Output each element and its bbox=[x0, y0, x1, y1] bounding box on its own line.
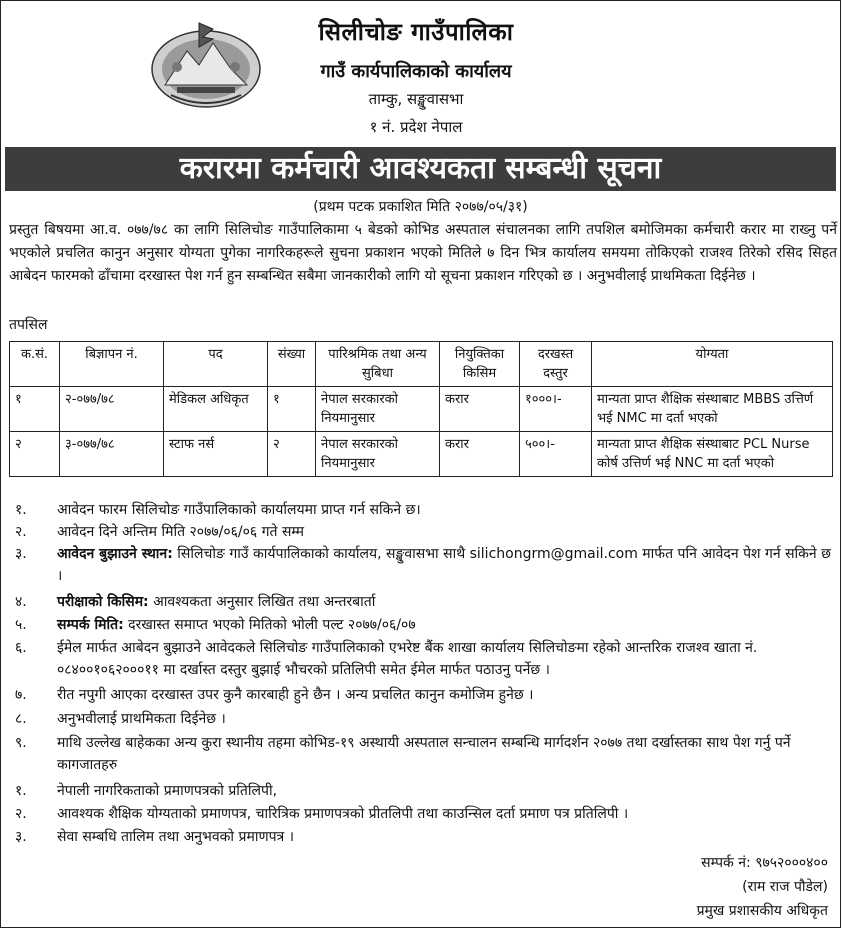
column-header: पारिश्रमिक तथा अन्य सुबिधा bbox=[316, 342, 440, 387]
table-cell: २-०७७/७८ bbox=[60, 387, 164, 432]
table-cell: २ bbox=[268, 432, 316, 477]
column-header: बिज्ञापन नं. bbox=[60, 342, 164, 387]
table-cell: मेडिकल अधिकृत bbox=[164, 387, 268, 432]
table-cell: १ bbox=[10, 387, 60, 432]
table-cell: मान्यता प्राप्त शैक्षिक संस्थाबाट MBBS उत्तिर्ण भई NMC मा दर्ता भएको bbox=[592, 387, 833, 432]
table-cell: १०००।- bbox=[520, 387, 592, 432]
table-cell: २ bbox=[10, 432, 60, 477]
column-header: संख्या bbox=[268, 342, 316, 387]
table-header-row bbox=[10, 342, 833, 387]
notice-page: सिलीचोङ गाउँपालिका गाउँ कार्यपालिकाको कार्यालय ताम्कु, सङ्खुवासभा १ नं. प्रदेश नेपाल करारमा कर्मचारी आवश्यकता सम्बन्धी सूचना (प्रथम पटक प्रकाशित मिति २०७७/०५/३१) प्रस्तुत बिषयमा आ.व. ०७७/७८ का लागि सिलिचोङ गाउँपालिकामा ५ बेडको कोभिड अस्पताल संचालनका लागि तपशिल बमोजिमका कर्मचारी करार मा राख्नु पर्ने भएकोले प्रचलित कानुन अनुसार योग्यता पुगेका नागरिकहरूले सुचना प्रकाशन भएको मितिले ७ दिन भित्र कार्यालय समयमा तोकिएको राजश्व तिरेको रसिद सिहत आबेदन फारमको ढाँचामा दरखास्त पेश गर्न हुन सम्बन्धित सबैमा जानकारीको लागि यो सूचना प्रकाशन गरिएको छ । अनुभवीलाई प्राथमिकता दिईनेछ । तपसिल क.सं. बिज्ञापन नं. पद संख्या पारिश्रमिक तथा अन्य सुबिधा नियुक्तिका किसिम दरखस्त दस्तुर योग्यता १ २-०७७/७८ मेडिकल अधिकृत १ नेपाल सरकारको नियमानुसार करार १०००।- मान्यता प्राप्त शैक्षिक संस्थाबाट MBBS उत्तिर्ण भई NMC मा दर्ता भएको २ ३-०७७/७८ स्टाफ नर्स २ नेपाल सरकारको नियमानुसार करार ५००।- मान्यता प्राप्त शैक्षिक संस्थाबाट PCL Nurse कोर्ष उत्तिर्ण भई NNC मा दर्ता भएको १. आवेदन फारम सिलिचोङ गाउँपालिकाको कार्यालयमा प्राप्त गर्न सकिने छ। २. आवेदन दिने अन्तिम मिति २०७७/०६/०६ गते सम्म ३. आवेदन बुझाउने स्थान: सिलिचोङ गाउँ कार्यपालिकाको कार्यालय, सङ्खुवासभा साथै silichongrm@gmail.com मार्फत पनि आवेदन पेश गर्न सकिने छ । ४. परीक्षाको किसिम: आवश्यकता अनुसार लिखित तथा अन्तरबार्ता ५. सम्पर्क मिति: दरखास्त समाप्त भएको मितिको भोली पल्ट २०७७/०६/०७ ६. ईमेल मार्फत आबेदन बुझाउने आवेदकले सिलिचोङ गाउँपालिकाको एभरेष्ट बैंक शाखा कार्यालय सिलिचोङमा रहेको आन्तरिक राजश्व खाता नं. ०८४००१०६२०००११ मा दर्खास्त दस्तुर बुझाई भौचरको प्रतिलिपी समेत ईमेल मार्फत पठाउनु पर्नेछ । ७. रीत नपुगी आएका दरखास्त उपर कुनै कारबाही हुने छैन । अन्य प्रचलित कानुन कमोजिम हुनेछ । ८. अनुभवीलाई प्राथमिकता दिईनेछ । ९. माथि उल्लेख बाहेकका अन्य कुरा स्थानीय तहमा कोभिड-१९ अस्थायी अस्पताल सन्चालन सम्बन्धि मार्गदर्शन २०७७ तथा दर्खास्तका साथ पेश गर्नु पर्ने कागजातहरु १. नेपाली नागरिकताको प्रमाणपत्रको प्रतिलिपी, २. आवश्यक शैक्षिक योग्यताको प्रमाणपत्र, चारित्रिक प्रमाणपत्रको प्रीतलिपी तथा काउन्सिल दर्ता प्रमाण पत्र प्रतिलिपी । ३. सेवा सम्बधि तालिम तथा अनुभवको प्रमाणपत्र । सम्पर्क नं: ९७५२०००४०० (राम राज पौडेल) प्रमुख प्रशासकीय अधिकृत bbox=[0, 0, 841, 928]
tapsil-label: तपसिल bbox=[9, 317, 48, 333]
published-date-note: (प्रथम पटक प्रकाशित मिति २०७७/०५/३१) bbox=[313, 199, 528, 215]
table-row bbox=[10, 432, 833, 477]
table-cell: करार bbox=[440, 432, 520, 477]
column-header: पद bbox=[164, 342, 268, 387]
table-cell: स्टाफ नर्स bbox=[164, 432, 268, 477]
table-cell: ५००।- bbox=[520, 432, 592, 477]
table-row bbox=[10, 387, 833, 432]
office-address: ताम्कु, सङ्खुवासभा bbox=[368, 90, 464, 108]
column-header: दरखस्त दस्तुर bbox=[520, 342, 592, 387]
contact-number: सम्पर्क नं: ९७५२०००४०० bbox=[701, 855, 828, 871]
intro-paragraph: प्रस्तुत बिषयमा आ.व. ०७७/७८ का लागि सिलिचोङ गाउँपालिकामा ५ बेडको कोभिड अस्पताल संचालनका लागि तपशिल बमोजिमका कर्मचारी करार मा राख्नु पर्ने भएकोले प्रचलित कानुन अनुसार योग्यता पुगेका नागरिकहरूले सुचना प्रकाशन भएको मितिले ७ दिन भित्र कार्यालय समयमा तोकिएको राजश्व तिरेको रसिद सिहत आबेदन फारमको ढाँचामा दरखास्त पेश गर्न हुन सम्बन्धित सबैमा जानकारीको लागि यो सूचना प्रकाशन गरिएको छ । अनुभवीलाई प्राथमिकता दिईनेछ । bbox=[9, 222, 837, 284]
signatory-name: (राम राज पौडेल) bbox=[742, 879, 828, 895]
province-name: १ नं. प्रदेश नेपाल bbox=[369, 118, 463, 136]
nepal-emblem-icon bbox=[147, 17, 265, 111]
vacancy-table bbox=[9, 341, 833, 477]
table-cell: १ bbox=[268, 387, 316, 432]
signatory-designation: प्रमुख प्रशासकीय अधिकृत bbox=[696, 903, 828, 919]
office-name: गाउँ कार्यपालिकाको कार्यालय bbox=[320, 61, 512, 82]
table-cell: ३-०७७/७८ bbox=[60, 432, 164, 477]
table-cell: नेपाल सरकारको नियमानुसार bbox=[316, 387, 440, 432]
table-cell: मान्यता प्राप्त शैक्षिक संस्थाबाट PCL Nurse कोर्ष उत्तिर्ण भई NNC मा दर्ता भएको bbox=[592, 432, 833, 477]
notice-title-banner: करारमा कर्मचारी आवश्यकता सम्बन्धी सूचना bbox=[5, 147, 836, 191]
org-name: सिलीचोङ गाउँपालिका bbox=[318, 18, 514, 46]
column-header: क.सं. bbox=[10, 342, 60, 387]
column-header: नियुक्तिका किसिम bbox=[440, 342, 520, 387]
table-cell: करार bbox=[440, 387, 520, 432]
column-header: योग्यता bbox=[592, 342, 833, 387]
table-cell: नेपाल सरकारको नियमानुसार bbox=[316, 432, 440, 477]
